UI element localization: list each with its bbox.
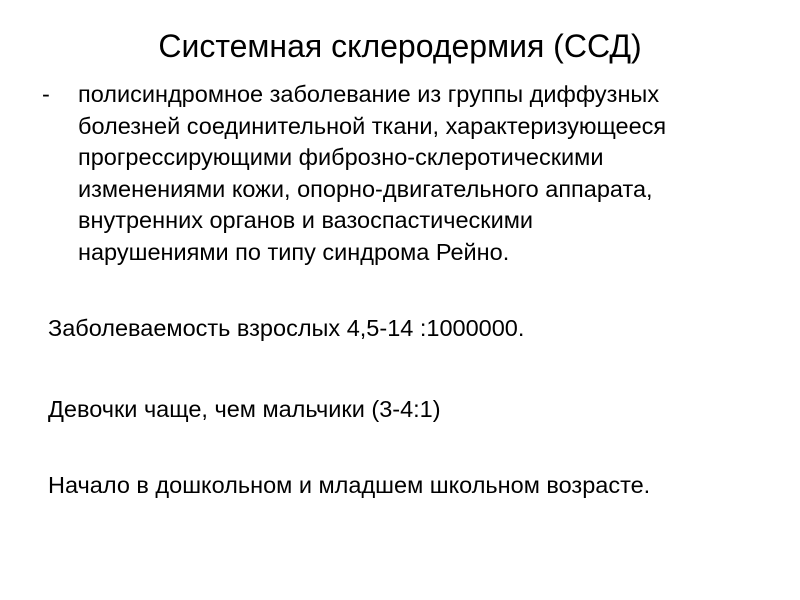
definition-bullet (42, 79, 762, 268)
bullet-line: внутренних органов и вазоспастическими (78, 207, 534, 233)
bullet-line: болезней соединительной ткани, характеризующееся (78, 112, 667, 139)
bullet-line: изменениями кожи, опорно-двигательного аппарата, (78, 175, 653, 202)
bullet-marker: - (42, 81, 50, 107)
bullet-line: нарушениями по типу синдрома Рейно. (78, 238, 510, 265)
bullet-line: полисиндромное заболевание из группы диффузных (78, 81, 660, 107)
incidence-text: Заболеваемость взрослых 4,5-14 :1000000. (48, 315, 525, 341)
onset-age-text: Начало в дошкольном и младшем школьном возрасте. (48, 472, 651, 498)
slide-title: Системная склеродермия (ССД) (158, 28, 642, 64)
sex-ratio-text: Девочки чаще, чем мальчики (3-4:1) (48, 396, 441, 422)
bullet-line: прогрессирующими фиброзно-склеротическими (78, 144, 604, 170)
